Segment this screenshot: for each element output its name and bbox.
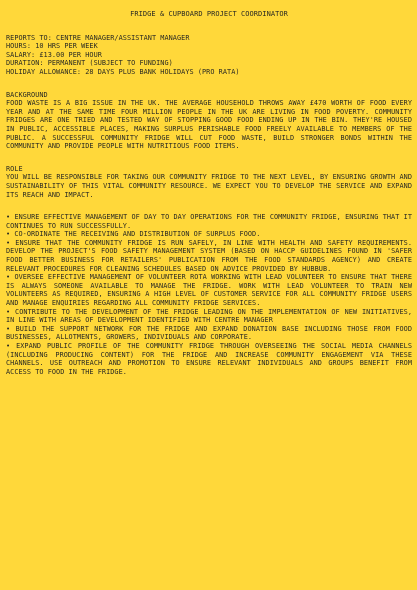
list-item xyxy=(6,230,412,239)
role-section xyxy=(6,165,412,199)
reports-to-line: REPORTS TO: CENTRE MANAGER/ASSISTANT MANAGER xyxy=(6,33,190,42)
responsibilities-section xyxy=(6,213,412,376)
bullet-icon: • xyxy=(6,238,11,247)
list-item-text: ENSURE EFFECTIVE MANAGEMENT OF DAY TO DAY OPERATIONS FOR THE COMMUNITY FRIDGE, ENSURING THAT IT CONTINUES TO RUN SUCCESSFULLY. xyxy=(6,213,412,230)
bullet-icon: • xyxy=(6,230,11,239)
bullet-icon: • xyxy=(6,342,11,350)
list-item xyxy=(6,308,412,325)
responsibilities-list xyxy=(6,213,412,376)
role-text: YOU WILL BE RESPONSIBLE FOR TAKING OUR COMMUNITY FRIDGE TO THE NEXT LEVEL, BY ENSURING GROWTH AND SUSTAINABILITY OF THIS VITAL COMMUNITY RESOURCE. WE EXPECT YOU TO DEVELOP THE SERVICE AND EXPAND ITS REACH AND IMPACT. xyxy=(6,173,412,199)
list-item-text: CONTRIBUTE TO THE DEVELOPMENT OF THE FRIDGE LEADING ON THE IMPLEMENTATION OF NEW INITIATIVES, IN LINE WITH AREAS OF DEVELOPMENT IDENTIFIED WITH CENTRE MANAGER xyxy=(6,307,412,325)
bullet-icon: • xyxy=(6,324,11,333)
job-details xyxy=(6,34,412,77)
bullet-icon: • xyxy=(6,213,11,222)
page-title: FRIDGE & CUPBOARD PROJECT COORDINATOR xyxy=(130,10,288,18)
background-heading: BACKGROUND xyxy=(6,90,48,99)
list-item xyxy=(6,342,412,376)
hours-line: HOURS: 10 HRS PER WEEK xyxy=(6,42,98,51)
list-item xyxy=(6,239,412,273)
bullet-icon: • xyxy=(6,307,11,316)
bullet-icon: • xyxy=(6,273,11,282)
list-item xyxy=(6,325,412,342)
list-item-text: ENSURE THAT THE COMMUNITY FRIDGE IS RUN SAFELY, IN LINE WITH HEALTH AND SAFETY REQUIREMENTS. DEVELOP THE PROJECT'S FOOD SAFETY MANAGEMENT SYSTEM (BASED ON HACCP GUIDELINES FOUND IN 'SAFER FOOD BETTER BUSINESS FOR RETAILERS' PUBLICATION FROM THE FOOD STANDARDS AGENCY) AND CREATE RELEVANT PROCEDURES FOR CLEANING SCHEDULES BASED ON ADVICE PROVIDED BY HUBBUB. xyxy=(6,238,412,273)
holiday-allowance-line: HOLIDAY ALLOWANCE: 28 DAYS PLUS BANK HOLIDAYS (PRO RATA) xyxy=(6,67,240,76)
salary-line: SALARY: £13.00 PER HOUR xyxy=(6,50,102,59)
list-item-text: OVERSEE EFFECTIVE MANAGEMENT OF VOLUNTEER ROTA WORKING WITH LEAD VOLUNTEER TO ENSURE THAT THERE IS ALWAYS SOMEONE AVAILABLE TO MANAGE THE FRIDGE. WORK WITH LEAD VOLUNTEER TO TRAIN NEW VOLUNTEERS AS REQUIRED, ENSURING A HIGH LEVEL OF CUSTOMER SERVICE FOR ALL COMMUNITY FRIDGE USERS AND MANAGE ENQUIRIES REGARDING ALL COMMUNITY FRIDGE SERVICES. xyxy=(6,273,412,308)
list-item-text: EXPAND PUBLIC PROFILE OF THE COMMUNITY FRIDGE THROUGH OVERSEEING THE SOCIAL MEDIA CHANNELS (INCLUDING PRODUCING CONTENT) FOR THE FRIDGE AND INCREASE COMMUNITY ENGAGEMENT VIA THESE CHANNELS. USE OUTREACH AND PROMOTION TO ENSURE RELEVANT INDIVIDUALS AND GROUPS BENEFIT FROM ACCESS TO FOOD IN THE FRIDGE. xyxy=(6,342,412,376)
list-item xyxy=(6,213,412,230)
list-item xyxy=(6,273,412,307)
background-section xyxy=(6,91,412,151)
role-heading: ROLE xyxy=(6,164,23,173)
background-text: FOOD WASTE IS A BIG ISSUE IN THE UK. THE AVERAGE HOUSEHOLD THROWS AWAY £470 WORTH OF FOOD EVERY YEAR AND AT THE SAME TIME FOUR MILLION PEOPLE IN THE UK ARE LIVING IN FOOD POVERTY. COMMUNITY FRIDGES ARE ONE TRIED AND TESTED WAY OF STOPPING GOOD FOOD ENDING UP IN THE BIN. THEY'RE HOUSED IN PUBLIC, ACCESSIBLE PLACES, MAKING SURPLUS PERISHABLE FOOD FREELY AVAILABLE TO MEMBERS OF THE PUBLIC. A SUCCESSFUL COMMUNITY FRIDGE WILL CUT FOOD WASTE, BUILD STRONGER BONDS WITHIN THE COMMUNITY AND PROVIDE PEOPLE WITH NUTRITIOUS FOOD ITEMS. xyxy=(6,99,412,151)
list-item-text: BUILD THE SUPPORT NETWORK FOR THE FRIDGE AND EXPAND DONATION BASE INCLUDING THOSE FROM FOOD BUSINESSES, ALLOTMENTS, GROWERS, INDIVIDUALS AND CORPORATE. xyxy=(6,324,413,342)
duration-line: DURATION: PERMANENT (SUBJECT TO FUNDING) xyxy=(6,59,173,68)
list-item-text: CO-ORDINATE THE RECEIVING AND DISTRIBUTION OF SURPLUS FOOD. xyxy=(14,230,261,239)
